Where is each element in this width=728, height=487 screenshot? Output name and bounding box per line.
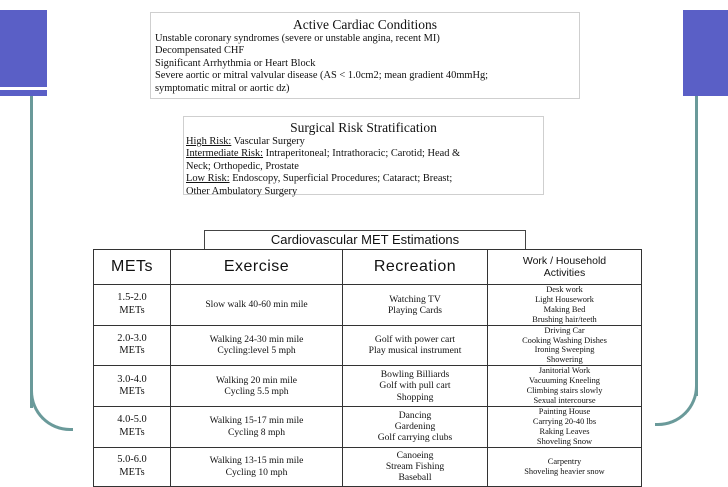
table-row <box>94 406 642 447</box>
table-row <box>94 325 642 366</box>
met-range-cell <box>94 325 171 366</box>
work-household-cell <box>488 406 642 447</box>
work-household-cell-line: Vacuuming Kneeling <box>529 376 600 386</box>
exercise-cell <box>171 366 343 407</box>
work-household-cell <box>488 447 642 486</box>
work-household-cell-line: Sexual intercourse <box>533 395 596 405</box>
met-range-cell-line: 4.0-5.0 <box>117 414 147 426</box>
work-household-cell-line: Showering <box>546 355 583 365</box>
right-accent-bar <box>683 10 728 96</box>
work-household-cell-line: Carrying 20-40 lbs <box>532 416 597 426</box>
work-household-cell-line: Ironing Sweeping <box>534 345 595 355</box>
recreation-cell-line: Bowling Billiards <box>380 369 450 381</box>
met-range-cell <box>94 366 171 407</box>
intermediate-risk-label: Intermediate Risk: <box>186 148 264 160</box>
cardiac-condition-line: Severe aortic or mitral valvular disease (AS < 1.0cm2; mean gradient 40mmHg; <box>155 70 489 82</box>
table-row <box>94 285 642 326</box>
work-household-cell-line: Shoveling heavier snow <box>524 466 605 476</box>
left-frame-line <box>30 96 33 408</box>
left-accent-strip <box>0 90 47 96</box>
exercise-cell <box>171 406 343 447</box>
met-range-cell-line: 5.0-6.0 <box>117 454 147 465</box>
table-row <box>94 447 642 486</box>
recreation-cell-line: Gardening <box>394 421 436 433</box>
exercise-cell-line: Cycling 5.5 mph <box>224 386 289 398</box>
met-range-cell <box>94 447 171 486</box>
recreation-cell-line: Canoeing <box>396 449 434 461</box>
recreation-cell-line: Play musical instrument <box>368 345 462 357</box>
header-work-line: Work / Household <box>522 254 607 267</box>
recreation-cell-line: Watching TV <box>389 293 441 305</box>
met-table-title: Cardiovascular MET Estimations <box>204 230 526 249</box>
work-household-cell-line: Shoveling Snow <box>536 436 593 446</box>
met-range-cell-line: 3.0-4.0 <box>117 373 147 385</box>
recreation-cell-line: Playing Cards <box>387 304 443 316</box>
low-risk-label: Low Risk: <box>186 173 230 185</box>
met-range-cell-line: METs <box>119 386 145 398</box>
met-range-cell-line: METs <box>119 304 145 316</box>
work-household-cell <box>488 285 642 326</box>
right-frame-line <box>695 96 698 396</box>
cardiac-condition-line: Unstable coronary syndromes (severe or unstable angina, recent MI) <box>155 33 440 44</box>
recreation-cell-line: Stream Fishing <box>385 460 445 472</box>
intermediate-risk-line <box>186 148 543 160</box>
recreation-cell-line: Golf with pull cart <box>379 380 451 392</box>
exercise-cell-line: Walking 24-30 min mile <box>209 334 304 346</box>
risk-title: Surgical Risk Stratification <box>290 120 437 135</box>
recreation-cell-line: Dancing <box>398 409 432 421</box>
intermediate-risk-continued: Neck; Orthopedic, Prostate <box>186 160 299 172</box>
work-household-cell-line: Janitorial Work <box>538 366 591 376</box>
recreation-cell <box>343 447 488 486</box>
work-household-cell-line: Painting House <box>538 406 591 416</box>
high-risk-label: High Risk: <box>186 136 232 147</box>
work-household-cell-line: Desk work <box>546 285 583 294</box>
active-cardiac-conditions-box <box>150 12 580 99</box>
met-estimation-table <box>93 249 642 487</box>
exercise-cell-line: Walking 20 min mile <box>215 374 298 386</box>
recreation-cell-line: Golf carrying clubs <box>377 432 453 444</box>
work-household-cell-line: Making Bed <box>543 304 586 314</box>
table-row <box>94 366 642 407</box>
intermediate-risk-text: Intraperitoneal; Intrathoracic; Carotid; Head & <box>263 148 461 160</box>
recreation-cell-line: Baseball <box>398 472 432 484</box>
header-mets: METs <box>94 250 171 285</box>
work-household-cell <box>488 325 642 366</box>
met-range-cell-line: 1.5-2.0 <box>117 292 147 304</box>
exercise-cell <box>171 285 343 326</box>
high-risk-text: Vascular Surgery <box>231 136 305 147</box>
cardiac-title: Active Cardiac Conditions <box>293 17 437 32</box>
met-range-cell-line: METs <box>119 345 145 357</box>
header-exercise: Exercise <box>171 250 343 285</box>
work-household-cell-line: Cooking Washing Dishes <box>522 335 607 345</box>
header-work-line: Activities <box>543 267 586 279</box>
low-risk-continued: Other Ambulatory Surgery <box>186 185 298 197</box>
left-frame-curve <box>30 380 73 431</box>
recreation-cell <box>343 406 488 447</box>
table-header-row <box>94 250 642 285</box>
exercise-cell-line: Cycling 10 mph <box>225 466 288 478</box>
low-risk-line <box>186 173 543 185</box>
recreation-cell <box>343 285 488 326</box>
work-household-cell-line: Raking Leaves <box>539 426 590 436</box>
met-range-cell-line: 2.0-3.0 <box>117 332 147 344</box>
work-household-cell-line: Carpentry <box>547 456 582 466</box>
recreation-cell <box>343 325 488 366</box>
exercise-cell-line: Cycling:level 5 mph <box>217 345 296 357</box>
exercise-cell-line: Cycling 8 mph <box>227 426 286 438</box>
work-household-cell-line: Driving Car <box>544 325 585 335</box>
exercise-cell-line: Walking 13-15 min mile <box>209 455 304 467</box>
met-range-cell-line: METs <box>119 466 145 478</box>
recreation-cell-line: Shopping <box>396 391 434 403</box>
met-range-cell <box>94 285 171 326</box>
surgical-risk-box <box>183 116 544 195</box>
work-household-cell-line: Brushing hair/teeth <box>532 314 597 324</box>
exercise-cell-line: Walking 15-17 min mile <box>209 415 304 427</box>
met-range-cell-line: METs <box>119 426 145 438</box>
high-risk-line <box>186 136 543 148</box>
exercise-cell <box>171 447 343 486</box>
exercise-cell-line: Slow walk 40-60 min mile <box>205 299 308 311</box>
right-frame-curve <box>655 375 698 426</box>
header-recreation: Recreation <box>343 250 488 285</box>
cardiac-condition-line: Significant Arrhythmia or Heart Block <box>155 57 316 69</box>
header-work-household <box>488 250 642 285</box>
recreation-cell <box>343 366 488 407</box>
work-household-cell-line: Climbing stairs slowly <box>526 386 603 396</box>
exercise-cell <box>171 325 343 366</box>
recreation-cell-line: Golf with power cart <box>374 334 456 346</box>
cardiac-condition-line: Decompensated CHF <box>155 45 245 57</box>
low-risk-text: Endoscopy, Superficial Procedures; Cataract; Breast; <box>229 173 453 185</box>
work-household-cell-line: Light Housework <box>535 294 594 304</box>
work-household-cell <box>488 366 642 407</box>
left-accent-bar <box>0 10 47 87</box>
cardiac-condition-line: symptomatic mitral or aortic dz) <box>155 82 290 94</box>
met-range-cell <box>94 406 171 447</box>
